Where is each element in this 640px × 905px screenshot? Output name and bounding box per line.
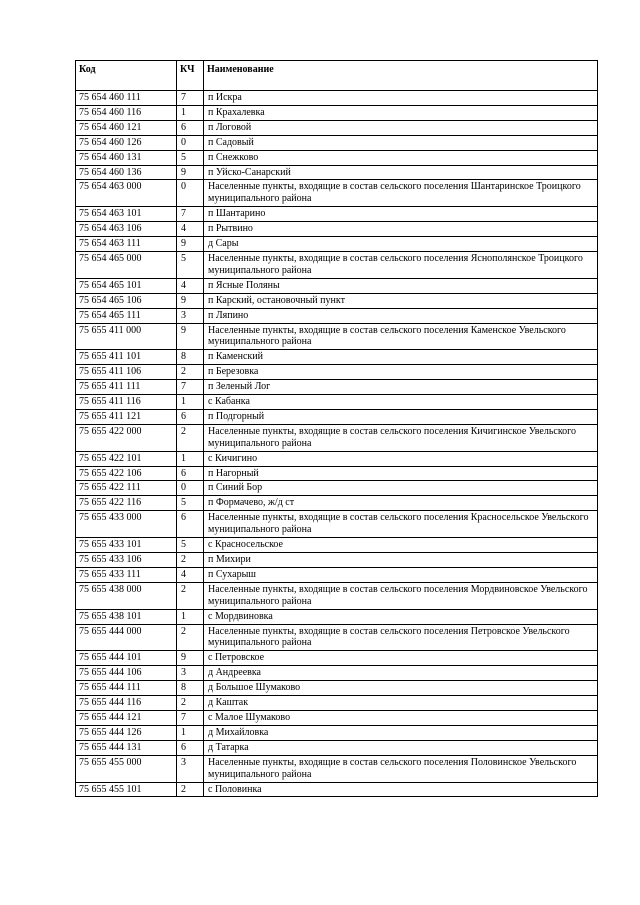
cell-kch: 2 [177,782,204,797]
table-row [76,424,598,451]
cell-code: 75 655 411 111 [76,380,177,395]
cell-code: 75 654 463 101 [76,207,177,222]
cell-kch: 8 [177,681,204,696]
table-row [76,180,598,207]
table-row [76,567,598,582]
cell-kch: 6 [177,120,204,135]
cell-kch: 9 [177,237,204,252]
table-row [76,451,598,466]
cell-code: 75 655 444 000 [76,624,177,651]
header-code: Код [76,61,177,91]
cell-kch: 6 [177,466,204,481]
cell-kch: 5 [177,496,204,511]
table-row [76,725,598,740]
table-row [76,237,598,252]
cell-name: Населенные пункты, входящие в состав сельского поселения Красносельское Увельского муниципального района [204,511,598,538]
cell-kch: 2 [177,365,204,380]
table-row [76,681,598,696]
cell-kch: 1 [177,395,204,410]
cell-name: с Петровское [204,651,598,666]
table-row [76,91,598,106]
cell-kch: 7 [177,207,204,222]
cell-kch: 3 [177,308,204,323]
cell-name: п Сухарыш [204,567,598,582]
cell-code: 75 655 444 101 [76,651,177,666]
table-row [76,222,598,237]
cell-name: п Нагорный [204,466,598,481]
cell-kch: 5 [177,251,204,278]
cell-code: 75 654 460 121 [76,120,177,135]
cell-code: 75 655 433 000 [76,511,177,538]
cell-name: п Шантарино [204,207,598,222]
table-row [76,582,598,609]
cell-code: 75 655 411 101 [76,350,177,365]
table-row [76,308,598,323]
settlement-code-table [75,60,598,797]
cell-name: Населенные пункты, входящие в состав сельского поселения Петровское Увельского муниципального района [204,624,598,651]
table-row [76,207,598,222]
cell-code: 75 654 460 126 [76,135,177,150]
cell-code: 75 654 460 136 [76,165,177,180]
cell-kch: 4 [177,567,204,582]
table-row [76,150,598,165]
cell-kch: 1 [177,609,204,624]
cell-name: д Сары [204,237,598,252]
cell-name: Населенные пункты, входящие в состав сельского поселения Половинское Увельского муниципального района [204,755,598,782]
table-row [76,278,598,293]
cell-kch: 1 [177,725,204,740]
table-row [76,538,598,553]
table-row [76,710,598,725]
cell-kch: 2 [177,582,204,609]
cell-code: 75 655 422 111 [76,481,177,496]
table-row [76,651,598,666]
cell-name: Населенные пункты, входящие в состав сельского поселения Шантаринское Троицкого муниципального района [204,180,598,207]
cell-code: 75 655 422 116 [76,496,177,511]
cell-name: д Большое Шумаково [204,681,598,696]
cell-code: 75 654 465 111 [76,308,177,323]
cell-code: 75 655 422 000 [76,424,177,451]
cell-name: п Садовый [204,135,598,150]
table-row [76,609,598,624]
header-kch: КЧ [177,61,204,91]
cell-kch: 5 [177,538,204,553]
cell-code: 75 655 433 111 [76,567,177,582]
cell-name: с Малое Шумаково [204,710,598,725]
cell-kch: 9 [177,323,204,350]
table-row [76,293,598,308]
cell-code: 75 655 422 106 [76,466,177,481]
cell-name: с Мордвиновка [204,609,598,624]
cell-code: 75 655 455 101 [76,782,177,797]
cell-code: 75 654 463 111 [76,237,177,252]
table-row [76,120,598,135]
cell-kch: 3 [177,666,204,681]
cell-name: п Каменский [204,350,598,365]
table-row [76,496,598,511]
cell-name: с Кабанка [204,395,598,410]
cell-code: 75 655 444 126 [76,725,177,740]
cell-name: с Половинка [204,782,598,797]
cell-name: п Крахалевка [204,105,598,120]
table-row [76,553,598,568]
cell-kch: 9 [177,165,204,180]
cell-name: п Уйско-Санарский [204,165,598,180]
cell-name: п Березовка [204,365,598,380]
cell-kch: 4 [177,222,204,237]
cell-name: д Татарка [204,740,598,755]
cell-code: 75 655 444 106 [76,666,177,681]
cell-kch: 2 [177,553,204,568]
table-row [76,350,598,365]
cell-code: 75 655 411 106 [76,365,177,380]
cell-code: 75 654 465 101 [76,278,177,293]
cell-code: 75 655 444 116 [76,696,177,711]
cell-kch: 6 [177,511,204,538]
cell-code: 75 655 438 000 [76,582,177,609]
table-row [76,165,598,180]
cell-code: 75 654 460 111 [76,91,177,106]
table-header [76,61,598,91]
cell-kch: 9 [177,293,204,308]
cell-code: 75 655 438 101 [76,609,177,624]
cell-kch: 0 [177,481,204,496]
table-row [76,466,598,481]
cell-code: 75 655 444 111 [76,681,177,696]
cell-kch: 2 [177,696,204,711]
table-row [76,395,598,410]
cell-name: Населенные пункты, входящие в состав сельского поселения Мордвиновское Увельского муниципального района [204,582,598,609]
cell-kch: 4 [177,278,204,293]
cell-kch: 7 [177,380,204,395]
table-body [76,91,598,797]
table-row [76,696,598,711]
cell-code: 75 654 460 116 [76,105,177,120]
cell-name: п Михири [204,553,598,568]
cell-code: 75 655 422 101 [76,451,177,466]
cell-name: п Формачево, ж/д ст [204,496,598,511]
header-name: Наименование [204,61,598,91]
table-row [76,409,598,424]
cell-name: п Ясные Поляны [204,278,598,293]
table-row [76,105,598,120]
table-row [76,782,598,797]
cell-name: п Карский, остановочный пункт [204,293,598,308]
cell-code: 75 655 455 000 [76,755,177,782]
cell-name: Населенные пункты, входящие в состав сельского поселения Каменское Увельского муниципального района [204,323,598,350]
cell-code: 75 655 444 121 [76,710,177,725]
table-row [76,511,598,538]
cell-name: п Искра [204,91,598,106]
table-row [76,481,598,496]
cell-name: д Каштак [204,696,598,711]
cell-name: д Андреевка [204,666,598,681]
cell-name: п Снежково [204,150,598,165]
table-row [76,380,598,395]
cell-name: с Кичигино [204,451,598,466]
table-row [76,135,598,150]
cell-code: 75 654 463 000 [76,180,177,207]
cell-kch: 5 [177,150,204,165]
cell-kch: 7 [177,710,204,725]
cell-code: 75 655 433 101 [76,538,177,553]
cell-kch: 2 [177,624,204,651]
cell-kch: 7 [177,91,204,106]
cell-kch: 0 [177,180,204,207]
cell-code: 75 655 444 131 [76,740,177,755]
cell-name: п Подгорный [204,409,598,424]
cell-code: 75 655 433 106 [76,553,177,568]
header-row [76,61,598,91]
cell-kch: 1 [177,105,204,120]
cell-name: п Синий Бор [204,481,598,496]
table-row [76,666,598,681]
cell-code: 75 654 465 000 [76,251,177,278]
cell-kch: 3 [177,755,204,782]
cell-code: 75 655 411 116 [76,395,177,410]
cell-kch: 2 [177,424,204,451]
cell-name: с Красносельское [204,538,598,553]
cell-name: Населенные пункты, входящие в состав сельского поселения Кичигинское Увельского муниципального района [204,424,598,451]
document-page [75,60,597,797]
table-row [76,755,598,782]
cell-kch: 8 [177,350,204,365]
table-row [76,740,598,755]
cell-code: 75 654 465 106 [76,293,177,308]
table-row [76,624,598,651]
cell-code: 75 655 411 121 [76,409,177,424]
cell-name: п Логовой [204,120,598,135]
table-row [76,323,598,350]
cell-code: 75 654 460 131 [76,150,177,165]
cell-kch: 6 [177,409,204,424]
cell-kch: 9 [177,651,204,666]
cell-name: п Ляпино [204,308,598,323]
cell-kch: 6 [177,740,204,755]
table-row [76,251,598,278]
cell-name: Населенные пункты, входящие в состав сельского поселения Яснополянское Троицкого муниципального района [204,251,598,278]
table-row [76,365,598,380]
cell-name: п Зеленый Лог [204,380,598,395]
cell-name: д Михайловка [204,725,598,740]
cell-name: п Рытвино [204,222,598,237]
cell-kch: 0 [177,135,204,150]
cell-code: 75 655 411 000 [76,323,177,350]
cell-code: 75 654 463 106 [76,222,177,237]
cell-kch: 1 [177,451,204,466]
